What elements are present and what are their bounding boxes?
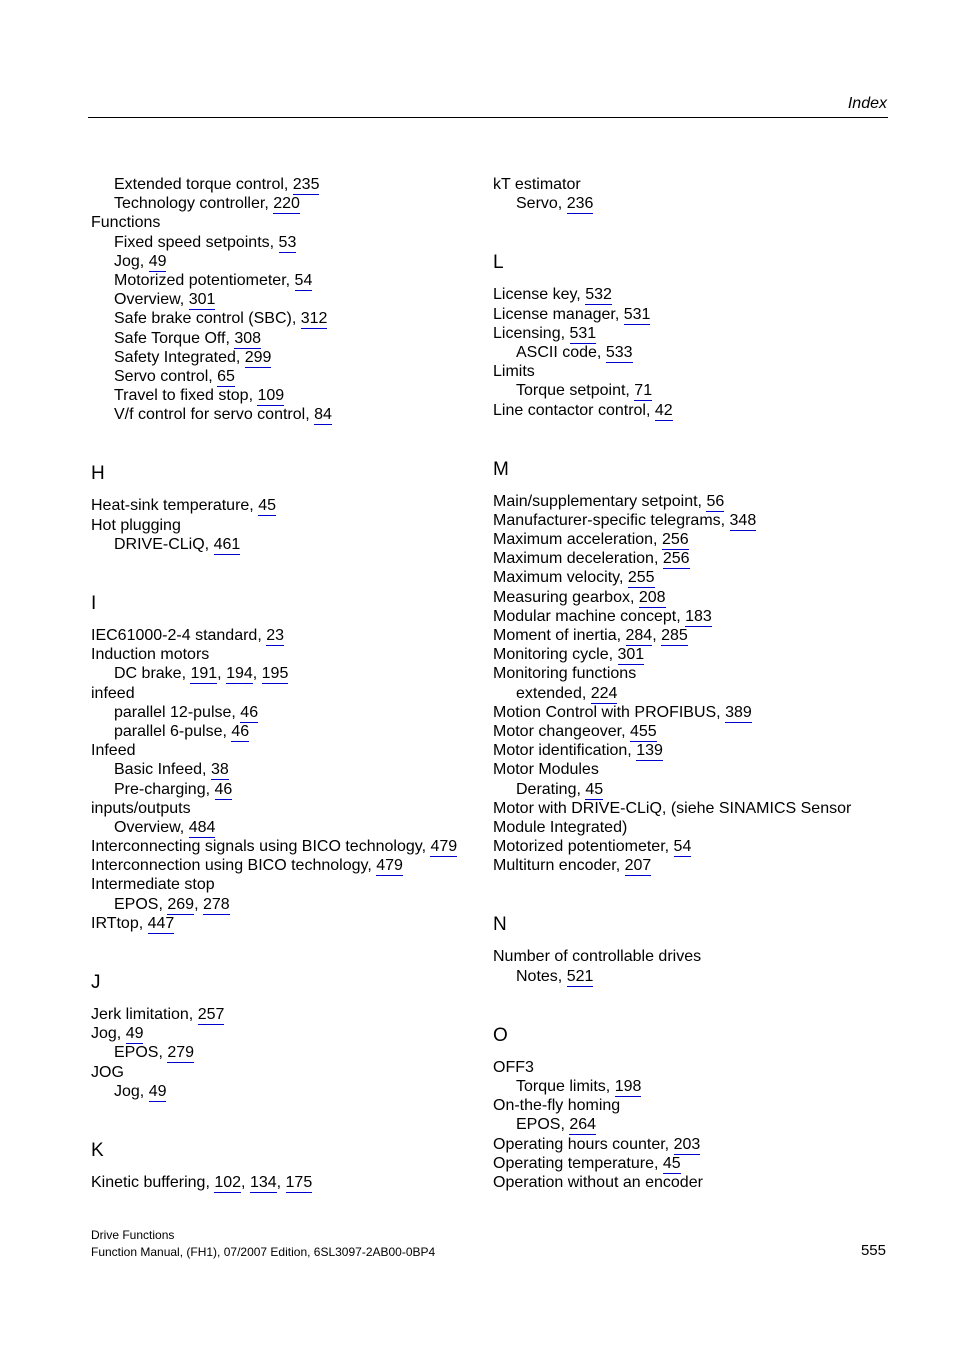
- index-subentry: [493, 684, 893, 703]
- index-entry: [493, 607, 893, 626]
- page-reference-link[interactable]: 285: [661, 627, 688, 644]
- page-reference-link[interactable]: 45: [662, 1154, 681, 1172]
- index-entry-text: Motor identification,: [493, 742, 637, 760]
- index-entry-text: kT estimator: [493, 176, 581, 193]
- index-entry-text: Heat-sink temperature,: [91, 497, 259, 515]
- index-entry-text: Maximum velocity,: [493, 569, 628, 587]
- index-entry-text: Main/supplementary setpoint,: [493, 492, 707, 510]
- index-entry-text: License manager,: [493, 305, 624, 323]
- index-entry-text: Line contactor control,: [493, 401, 655, 419]
- index-letter-heading: L: [493, 252, 504, 274]
- index-entry-text: Moment of inertia,: [493, 627, 626, 644]
- index-entry: [493, 362, 893, 381]
- page-reference-link[interactable]: 484: [188, 818, 216, 836]
- index-subentry: [91, 405, 481, 424]
- index-entry: [91, 837, 481, 856]
- header-rule: [88, 117, 888, 118]
- page-reference-link[interactable]: 102: [214, 1173, 242, 1191]
- page-ref-separator: ,: [217, 665, 227, 683]
- page-reference-link[interactable]: 46: [214, 780, 233, 798]
- index-entry: [91, 626, 481, 645]
- page-reference-link[interactable]: 42: [654, 401, 673, 419]
- page-reference-link[interactable]: 257: [197, 1006, 225, 1023]
- index-subentry: [493, 1115, 893, 1134]
- index-entry: [493, 401, 893, 420]
- index-entry: [91, 875, 481, 894]
- index-entry-text: EPOS,: [516, 1116, 570, 1134]
- index-entry: [493, 1096, 893, 1115]
- page-reference-link[interactable]: 46: [231, 722, 250, 740]
- page-reference-link[interactable]: 208: [638, 588, 666, 606]
- index-entry: [493, 1173, 893, 1192]
- page-ref-separator: ,: [194, 895, 203, 913]
- page-reference-link[interactable]: 49: [148, 1082, 167, 1100]
- index-entry-text: Maximum acceleration,: [493, 531, 662, 549]
- index-subentry: [493, 343, 893, 362]
- index-entry-text: Torque setpoint,: [516, 382, 635, 400]
- index-subentry: [91, 367, 481, 386]
- index-entry-text: Motorized potentiometer,: [493, 838, 674, 856]
- page-reference-link[interactable]: 256: [661, 531, 689, 549]
- index-entry-text: License key,: [493, 286, 586, 304]
- index-subentry: [91, 760, 481, 779]
- page-reference-link[interactable]: 264: [569, 1116, 597, 1134]
- index-subentry: [91, 194, 481, 213]
- page-reference-link[interactable]: 38: [210, 761, 229, 779]
- page-reference-link[interactable]: 269: [167, 895, 195, 913]
- page-reference-link[interactable]: 455: [629, 722, 657, 740]
- index-entry-text: Monitoring cycle,: [493, 646, 618, 664]
- index-entry-text: Kinetic buffering,: [91, 1173, 215, 1191]
- index-subentry: [493, 1077, 893, 1096]
- index-entry-text: Jerk limitation,: [91, 1006, 198, 1023]
- index-entry: [91, 516, 481, 535]
- page-reference-link[interactable]: 236: [566, 195, 594, 213]
- index-entry-text: Basic Infeed,: [114, 761, 211, 779]
- index-entry-text: Number of controllable drives: [493, 948, 702, 966]
- index-entry-text: Travel to fixed stop,: [114, 387, 258, 405]
- index-letter-heading: K: [91, 1139, 104, 1161]
- page-reference-link[interactable]: 531: [569, 324, 597, 342]
- index-entry: [91, 645, 481, 664]
- index-entry-text: IRTtop,: [91, 914, 148, 932]
- index-entry-text: Operation without an encoder: [493, 1173, 703, 1191]
- index-entry: [493, 722, 893, 741]
- page-reference-link[interactable]: 479: [430, 838, 458, 856]
- page-reference-link[interactable]: 255: [627, 569, 655, 587]
- index-entry-text: Overview,: [114, 818, 189, 836]
- index-entry-text: Jog,: [91, 1025, 126, 1043]
- index-entry-text: Safe brake control (SBC),: [114, 310, 301, 328]
- index-letter-heading: N: [493, 914, 507, 936]
- index-entry-text: Operating temperature,: [493, 1154, 663, 1172]
- index-entry-text: Pre-charging,: [114, 780, 215, 798]
- page-reference-link[interactable]: 54: [294, 271, 313, 289]
- index-entry-text: Monitoring functions: [493, 665, 637, 683]
- page-reference-link[interactable]: 312: [300, 310, 328, 328]
- index-entry-text: IEC61000-2-4 standard,: [91, 627, 267, 644]
- index-entry: [493, 511, 893, 530]
- index-entry-text: Induction motors: [91, 646, 210, 664]
- page-reference-link[interactable]: 389: [725, 703, 752, 721]
- index-entry-text: Motorized potentiometer,: [114, 271, 295, 289]
- index-entry: [493, 664, 893, 683]
- index-entry-text: Manufacturer-specific telegrams,: [493, 511, 730, 529]
- page-reference-link[interactable]: 191: [190, 665, 218, 683]
- index-subentry: [493, 967, 893, 986]
- page-ref-separator: ,: [276, 1173, 286, 1191]
- index-subentry: [91, 664, 481, 683]
- index-entry: [493, 1154, 893, 1173]
- page-reference-link[interactable]: 348: [729, 511, 757, 529]
- page-reference-link[interactable]: 54: [673, 838, 692, 856]
- index-entry-text: Servo control,: [114, 367, 218, 385]
- page-reference-link[interactable]: 299: [244, 348, 272, 366]
- index-subentry: [91, 309, 481, 328]
- index-entry: [493, 588, 893, 607]
- index-entry: [493, 175, 893, 194]
- index-entry-text: Motor changeover,: [493, 722, 630, 740]
- index-entry-text: Safety Integrated,: [114, 348, 245, 366]
- index-entry-text: Safe Torque Off,: [114, 329, 235, 347]
- page-reference-link[interactable]: 279: [167, 1044, 195, 1062]
- page-reference-link[interactable]: 224: [590, 684, 618, 702]
- index-letter-heading: M: [493, 458, 509, 480]
- index-entry-text: V/f control for servo control,: [114, 406, 315, 424]
- page-reference-link[interactable]: 134: [249, 1173, 277, 1191]
- page-reference-link[interactable]: 447: [147, 914, 175, 932]
- index-entry-text: Modular machine concept,: [493, 607, 686, 625]
- index-entry-text: Limits: [493, 363, 535, 381]
- index-entry: [493, 1135, 893, 1154]
- page-reference-link[interactable]: 183: [685, 607, 712, 625]
- index-subentry: [91, 895, 481, 914]
- index-letter-heading: J: [91, 972, 101, 993]
- index-entry-text: parallel 6-pulse,: [114, 722, 232, 740]
- footer-edition: Function Manual, (FH1), 07/2007 Edition, 6SL3097-2AB00-0BP4: [91, 1245, 436, 1259]
- index-entry-text: Licensing,: [493, 324, 570, 342]
- index-entry: [493, 856, 893, 875]
- page-reference-link[interactable]: 284: [625, 627, 653, 644]
- index-entry-text: EPOS,: [114, 1044, 168, 1062]
- index-entry-text: infeed: [91, 684, 135, 702]
- page-reference-link[interactable]: 308: [234, 329, 262, 347]
- index-letter-heading: I: [91, 593, 97, 614]
- index-column-left: [91, 175, 481, 1192]
- page-reference-link[interactable]: 203: [673, 1135, 701, 1153]
- index-entry-text: Motion Control with PROFIBUS,: [493, 703, 726, 721]
- index-entry: [91, 213, 481, 232]
- index-subentry: [493, 780, 893, 799]
- page-ref-separator: ,: [252, 665, 262, 683]
- index-entry: [493, 549, 893, 568]
- index-entry-text: On-the-fly homing: [493, 1097, 621, 1115]
- page-reference-link[interactable]: 45: [585, 780, 604, 798]
- footer-page-number: 555: [860, 1242, 886, 1259]
- index-entry-text: Motor Modules: [493, 761, 599, 779]
- page-reference-link[interactable]: 301: [188, 291, 216, 309]
- page-reference-link[interactable]: 479: [376, 857, 403, 875]
- index-entry: [91, 914, 481, 933]
- index-entry: [91, 684, 481, 703]
- index-entry-text: Jog,: [114, 252, 149, 270]
- page-reference-link[interactable]: 84: [314, 406, 332, 424]
- page-reference-link[interactable]: 45: [258, 497, 276, 515]
- index-entry: [493, 645, 893, 664]
- page-reference-link[interactable]: 533: [605, 343, 633, 361]
- index-entry-text: Interconnection using BICO technology,: [91, 857, 377, 875]
- index-entry-text: Functions: [91, 214, 161, 232]
- page-reference-link[interactable]: 220: [273, 195, 300, 213]
- index-subentry: [91, 175, 481, 194]
- index-subentry: [91, 252, 481, 271]
- page-reference-link[interactable]: 65: [217, 367, 235, 385]
- index-subentry: [91, 818, 481, 837]
- index-entry-text: Hot plugging: [91, 516, 181, 534]
- page-reference-link[interactable]: 49: [148, 252, 167, 270]
- page-reference-link[interactable]: 301: [617, 646, 645, 664]
- index-entry: [493, 492, 893, 511]
- page-reference-link[interactable]: 521: [566, 967, 594, 985]
- page-reference-link[interactable]: 198: [614, 1078, 642, 1096]
- index-entry: [493, 837, 893, 856]
- index-entry: [493, 568, 893, 587]
- index-entry-text: Notes,: [516, 967, 567, 985]
- page-reference-link[interactable]: 71: [634, 382, 653, 400]
- index-subentry: [91, 233, 481, 252]
- page-reference-link[interactable]: 109: [257, 387, 285, 405]
- index-entry: [91, 1024, 481, 1043]
- page-reference-link[interactable]: 531: [623, 305, 651, 323]
- index-entry: [493, 626, 893, 645]
- footer-doc-title: Drive Functions: [91, 1228, 175, 1242]
- index-entry: [493, 741, 893, 760]
- index-entry-text: Torque limits,: [516, 1078, 615, 1096]
- page-reference-link[interactable]: 139: [636, 742, 663, 760]
- index-entry: [91, 741, 481, 760]
- index-entry: [493, 947, 893, 966]
- index-entry-text: Intermediate stop: [91, 876, 215, 894]
- page-reference-link[interactable]: 532: [585, 286, 612, 304]
- index-entry: [493, 285, 893, 304]
- index-letter-heading: O: [493, 1024, 508, 1046]
- index-entry-text: OFF3: [493, 1058, 534, 1076]
- index-entry-text: Fixed speed setpoints,: [114, 233, 279, 251]
- page-reference-link[interactable]: 278: [202, 895, 230, 913]
- index-entry: [493, 1058, 893, 1077]
- index-entry-text: inputs/outputs: [91, 799, 191, 817]
- index-subentry: [91, 290, 481, 309]
- index-subentry: [91, 1043, 481, 1062]
- footer-left: [91, 1227, 435, 1261]
- index-entry-text: Jog,: [114, 1082, 149, 1100]
- page-reference-link[interactable]: 256: [662, 550, 690, 568]
- index-entry-text: EPOS,: [114, 895, 168, 913]
- page-reference-link[interactable]: 194: [226, 665, 253, 683]
- index-subentry: [91, 780, 481, 799]
- index-entry: [493, 530, 893, 549]
- index-entry-text: Multiturn encoder,: [493, 857, 625, 875]
- index-entry: [493, 703, 893, 722]
- page-reference-link[interactable]: 56: [706, 492, 725, 510]
- index-entry-text: Maximum deceleration,: [493, 550, 663, 568]
- index-letter-heading: H: [91, 463, 105, 485]
- index-entry-text: Interconnecting signals using BICO technology,: [91, 838, 431, 856]
- page-ref-separator: ,: [241, 1173, 250, 1191]
- page-ref-separator: ,: [652, 627, 662, 644]
- index-entry-text: Derating,: [516, 780, 586, 798]
- index-entry-text: Servo,: [516, 195, 567, 213]
- page-reference-link[interactable]: 461: [213, 535, 241, 553]
- index-entry-text: extended,: [516, 684, 591, 702]
- page-reference-link[interactable]: 23: [266, 627, 285, 644]
- index-entry-text: Extended torque control,: [114, 176, 293, 193]
- index-entry-text: Overview,: [114, 291, 189, 309]
- index-subentry: [91, 329, 481, 348]
- index-entry-text: ASCII code,: [516, 343, 606, 361]
- index-entry-text: Motor with DRIVE-CLiQ, (siehe SINAMICS Sensor Module Integrated): [493, 799, 852, 836]
- index-subentry: [91, 271, 481, 290]
- index-entry-text: Technology controller,: [114, 195, 274, 213]
- index-entry: [91, 1173, 481, 1192]
- index-entry-text: Infeed: [91, 742, 136, 760]
- index-entry: [91, 856, 481, 875]
- page-reference-link[interactable]: 53: [278, 233, 297, 251]
- index-subentry: [91, 722, 481, 741]
- page-reference-link[interactable]: 49: [125, 1025, 144, 1043]
- index-subentry: [493, 194, 893, 213]
- index-entry: [493, 305, 893, 324]
- index-subentry: [91, 386, 481, 405]
- page-reference-link[interactable]: 207: [624, 857, 652, 875]
- running-header-title: Index: [847, 95, 887, 112]
- index-entry: [493, 799, 893, 837]
- index-entry-text: DC brake,: [114, 665, 191, 683]
- index-subentry: [493, 381, 893, 400]
- page-reference-link[interactable]: 235: [292, 176, 320, 193]
- index-entry: [493, 760, 893, 779]
- page-reference-link[interactable]: 175: [285, 1173, 313, 1191]
- index-entry-text: DRIVE-CLiQ,: [114, 535, 214, 553]
- index-entry: [91, 1005, 481, 1024]
- index-subentry: [91, 703, 481, 722]
- index-column-right: [493, 175, 893, 1192]
- index-entry: [91, 1063, 481, 1082]
- index-entry: [493, 324, 893, 343]
- index-entry-text: Operating hours counter,: [493, 1135, 674, 1153]
- page-reference-link[interactable]: 46: [240, 703, 259, 721]
- index-subentry: [91, 348, 481, 367]
- index-entry-text: Measuring gearbox,: [493, 588, 639, 606]
- index-subentry: [91, 535, 481, 554]
- index-subentry: [91, 1082, 481, 1101]
- index-entry-text: JOG: [91, 1063, 124, 1081]
- index-entry-text: parallel 12-pulse,: [114, 703, 241, 721]
- index-entry: [91, 799, 481, 818]
- index-entry: [91, 496, 481, 515]
- page-reference-link[interactable]: 195: [261, 665, 289, 683]
